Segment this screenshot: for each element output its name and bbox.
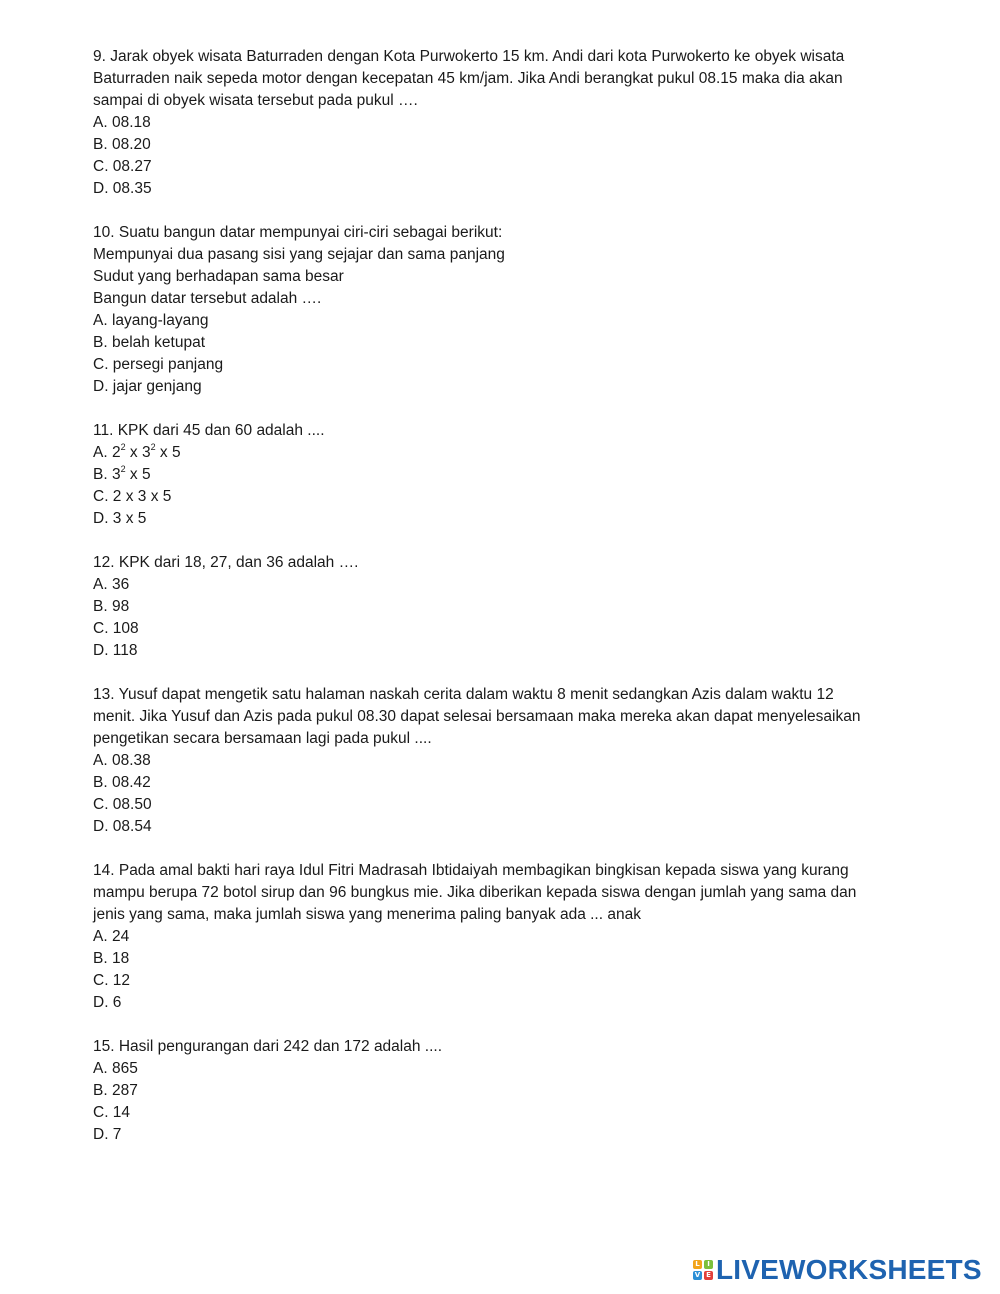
answer-option-a: A. 865 bbox=[93, 1060, 138, 1077]
logo-tile-e: E bbox=[704, 1271, 713, 1280]
exponent: 2 bbox=[120, 464, 126, 474]
question-text-line: 14. Pada amal bakti hari raya Idul Fitri Madrasah Ibtidaiyah membagikan bingkisan kepada siswa yang kurang bbox=[93, 862, 849, 879]
answer-option-d: D. 08.35 bbox=[93, 180, 152, 197]
option-text: A. 2 bbox=[93, 444, 121, 461]
answer-option-a: A. 08.18 bbox=[93, 114, 151, 131]
question-text-line: sampai di obyek wisata tersebut pada pukul …. bbox=[93, 92, 418, 109]
answer-option-b: B. 08.42 bbox=[93, 774, 151, 791]
answer-option-d: D. jajar genjang bbox=[93, 378, 202, 395]
question-text-line: 15. Hasil pengurangan dari 242 dan 172 adalah .... bbox=[93, 1038, 443, 1055]
answer-option-b: B. 18 bbox=[93, 950, 130, 967]
question-text-line: 10. Suatu bangun datar mempunyai ciri-ciri sebagai berikut: bbox=[93, 224, 503, 241]
answer-option-a: A. layang-layang bbox=[93, 312, 209, 329]
answer-option-c: C. 2 x 3 x 5 bbox=[93, 488, 172, 505]
logo-text: LIVEWORKSHEETS bbox=[716, 1254, 982, 1285]
question-15 bbox=[93, 1036, 913, 1146]
answer-option-c: C. 08.27 bbox=[93, 158, 152, 175]
answer-option-a: A. 24 bbox=[93, 928, 130, 945]
question-9 bbox=[93, 46, 913, 200]
answer-option-b: B. belah ketupat bbox=[93, 334, 206, 351]
question-text-line: Bangun datar tersebut adalah …. bbox=[93, 290, 322, 307]
option-text: x 5 bbox=[125, 466, 151, 483]
answer-option-d: D. 7 bbox=[93, 1126, 122, 1143]
answer-option-c: C. 14 bbox=[93, 1104, 131, 1121]
question-text-line: mampu berupa 72 botol sirup dan 96 bungkus mie. Jika diberikan kepada siswa dengan jumlah yang sama dan bbox=[93, 884, 857, 901]
liveworksheets-logo bbox=[693, 1255, 982, 1285]
logo-icon bbox=[693, 1260, 713, 1280]
answer-option-c: C. 12 bbox=[93, 972, 131, 989]
question-11 bbox=[93, 420, 913, 530]
question-text-line: pengetikan secara bersamaan lagi pada pukul .... bbox=[93, 730, 432, 747]
answer-option-c: C. 08.50 bbox=[93, 796, 152, 813]
answer-option-c: C. persegi panjang bbox=[93, 356, 224, 373]
logo-tile-v: V bbox=[694, 1271, 701, 1279]
answer-option-b: B. 08.20 bbox=[93, 136, 151, 153]
question-14 bbox=[93, 860, 913, 1014]
question-text-line: jenis yang sama, maka jumlah siswa yang menerima paling banyak ada ... anak bbox=[93, 906, 641, 923]
option-text: x 3 bbox=[125, 444, 151, 461]
answer-option-b: B. 98 bbox=[93, 598, 130, 615]
question-text-line: Sudut yang berhadapan sama besar bbox=[93, 268, 344, 285]
answer-option-a: A. 08.38 bbox=[93, 752, 151, 769]
logo-tile-i: I bbox=[704, 1260, 713, 1269]
answer-option-b: B. 287 bbox=[93, 1082, 138, 1099]
answer-option-d: D. 6 bbox=[93, 994, 122, 1011]
answer-option-c: C. 108 bbox=[93, 620, 139, 637]
question-12 bbox=[93, 552, 913, 662]
answer-option-b bbox=[93, 464, 913, 486]
exponent: 2 bbox=[150, 442, 156, 452]
question-text-line: Baturraden naik sepeda motor dengan kecepatan 45 km/jam. Jika Andi berangkat pukul 08.15 maka dia akan bbox=[93, 70, 843, 87]
question-10 bbox=[93, 222, 913, 398]
answer-option-a: A. 36 bbox=[93, 576, 130, 593]
option-text: x 5 bbox=[155, 444, 181, 461]
worksheet-page bbox=[93, 46, 913, 1168]
question-text-line: 13. Yusuf dapat mengetik satu halaman naskah cerita dalam waktu 8 menit sedangkan Azis dalam waktu 12 bbox=[93, 686, 834, 703]
question-text-line: 9. Jarak obyek wisata Baturraden dengan Kota Purwokerto 15 km. Andi dari kota Purwokerto ke obyek wisata bbox=[93, 48, 845, 65]
question-13 bbox=[93, 684, 913, 838]
answer-option-d: D. 118 bbox=[93, 642, 138, 659]
answer-option-d: D. 08.54 bbox=[93, 818, 152, 835]
question-text-line: menit. Jika Yusuf dan Azis pada pukul 08.30 dapat selesai bersamaan maka mereka akan dapat menyelesaikan bbox=[93, 708, 861, 725]
question-text-line: 12. KPK dari 18, 27, dan 36 adalah …. bbox=[93, 554, 359, 571]
exponent: 2 bbox=[120, 442, 126, 452]
answer-option-a bbox=[93, 442, 913, 464]
logo-tile-l: L bbox=[693, 1260, 702, 1269]
question-text-line: Mempunyai dua pasang sisi yang sejajar dan sama panjang bbox=[93, 246, 505, 263]
answer-option-d: D. 3 x 5 bbox=[93, 510, 147, 527]
option-text: B. 3 bbox=[93, 466, 121, 483]
question-text-line: 11. KPK dari 45 dan 60 adalah .... bbox=[93, 422, 325, 439]
